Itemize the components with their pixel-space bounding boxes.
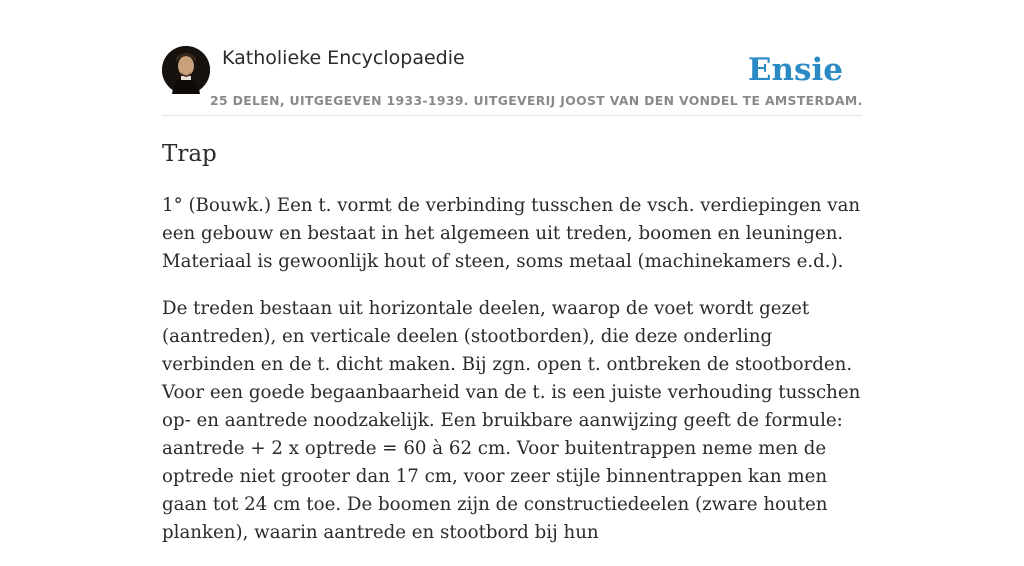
portrait-icon bbox=[162, 46, 210, 94]
publication-avatar[interactable] bbox=[162, 46, 210, 94]
publication-subtitle: 25 DELEN, UITGEGEVEN 1933-1939. UITGEVERIJ JOOST VAN DEN VONDEL TE AMSTERDAM. bbox=[210, 93, 863, 108]
article-title: Trap bbox=[162, 141, 217, 167]
article-paragraph: De treden bestaan uit horizontale deelen, waarop de voet wordt gezet (aantreden), en verticale deelen (stootborden), die deze onderling verbinden en de t. dicht maken. Bij zgn. open t. ontbreken de stootborden. Voor een goede begaanbaarheid van de t. is een juiste verhouding tusschen op- en aantrede noodzakelijk. Een bruikbare aanwijzing geeft de formule: aantrede + 2 x optrede = 60 à 62 cm. Voor buitentrappen neme men de optrede niet grooter dan 17 cm, voor zeer stijle binnentrappen kan men gaan tot 24 cm toe. De boomen zijn de constructiedeelen (zware houten planken), waarin aantrede en stootbord bij hun bbox=[162, 298, 861, 543]
publication-header bbox=[162, 46, 862, 116]
article-paragraph: 1° (Bouwk.) Een t. vormt de verbinding tusschen de vsch. verdiepingen van een gebouw en bestaat in het algemeen uit treden, boomen en leuningen. Materiaal is gewoonlijk hout of steen, soms metaal (machinekamers e.d.). bbox=[162, 195, 861, 272]
article-body bbox=[162, 192, 866, 566]
publication-title[interactable]: Katholieke Encyclopaedie bbox=[222, 47, 465, 69]
brand-logo-link[interactable]: Ensie bbox=[747, 52, 843, 88]
